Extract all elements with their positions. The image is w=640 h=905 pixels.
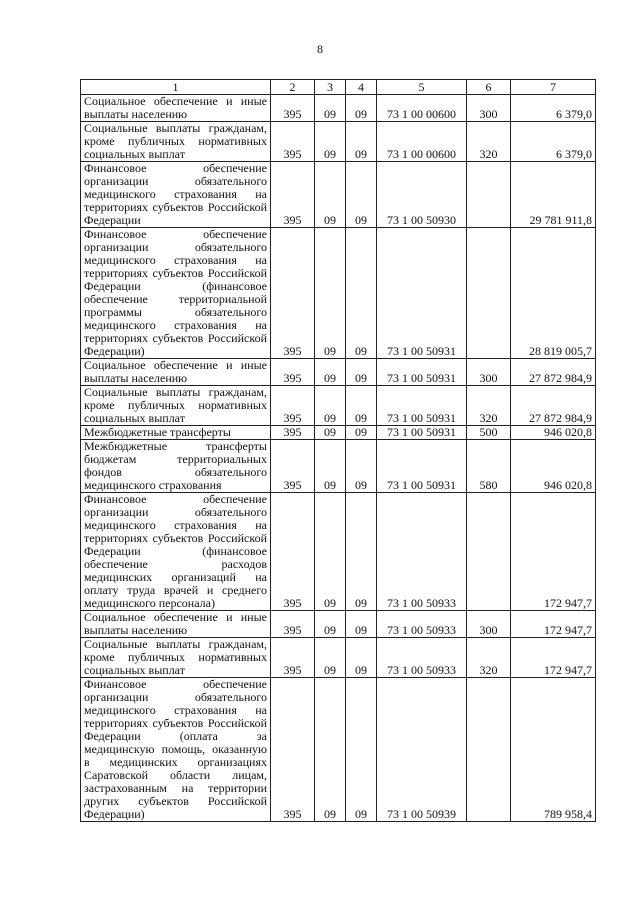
- row-target-article: 73 1 00 00600: [377, 95, 467, 122]
- budget-table: [80, 79, 596, 822]
- row-target-article: 73 1 00 50933: [377, 611, 467, 638]
- header-col-6: 6: [467, 80, 511, 95]
- row-expense-type: 320: [467, 122, 511, 162]
- row-target-article: 73 1 00 50931: [377, 359, 467, 386]
- table-row: [81, 228, 596, 359]
- page-number: 8: [317, 42, 323, 56]
- row-expense-type: 300: [467, 611, 511, 638]
- row-amount: 6 379,0: [511, 95, 596, 122]
- row-amount: 946 020,8: [511, 440, 596, 493]
- row-target-article: 73 1 00 50931: [377, 440, 467, 493]
- row-amount: 28 819 005,7: [511, 228, 596, 359]
- row-name: Социальные выплаты гражданам, кроме публичных нормативных социальных выплат: [81, 122, 271, 162]
- row-ministry-code: 395: [271, 638, 315, 678]
- row-subsection-code: 09: [346, 426, 377, 440]
- header-col-4: 4: [346, 80, 377, 95]
- table-row: [81, 493, 596, 611]
- row-target-article: 73 1 00 50933: [377, 493, 467, 611]
- row-target-article: 73 1 00 00600: [377, 122, 467, 162]
- table-row: [81, 440, 596, 493]
- row-target-article: 73 1 00 50931: [377, 426, 467, 440]
- row-ministry-code: 395: [271, 122, 315, 162]
- row-subsection-code: 09: [346, 440, 377, 493]
- row-expense-type: 320: [467, 386, 511, 426]
- row-target-article: 73 1 00 50931: [377, 386, 467, 426]
- header-col-7: 7: [511, 80, 596, 95]
- table-row: [81, 359, 596, 386]
- header-col-5: 5: [377, 80, 467, 95]
- row-section-code: 09: [315, 493, 346, 611]
- row-name: Межбюджетные трансферты бюджетам территориальных фондов обязательного медицинского страхования: [81, 440, 271, 493]
- row-subsection-code: 09: [346, 386, 377, 426]
- row-section-code: 09: [315, 228, 346, 359]
- header-col-3: 3: [315, 80, 346, 95]
- row-expense-type: 300: [467, 359, 511, 386]
- row-target-article: 73 1 00 50931: [377, 228, 467, 359]
- row-ministry-code: 395: [271, 440, 315, 493]
- row-subsection-code: 09: [346, 162, 377, 228]
- row-expense-type: 320: [467, 638, 511, 678]
- header-col-2: 2: [271, 80, 315, 95]
- header-row: [81, 80, 596, 95]
- row-ministry-code: 395: [271, 426, 315, 440]
- row-expense-type: 500: [467, 426, 511, 440]
- table-row: [81, 638, 596, 678]
- row-amount: 946 020,8: [511, 426, 596, 440]
- row-subsection-code: 09: [346, 493, 377, 611]
- row-section-code: 09: [315, 638, 346, 678]
- row-ministry-code: 395: [271, 162, 315, 228]
- row-expense-type: [467, 228, 511, 359]
- table-row: [81, 162, 596, 228]
- row-amount: 172 947,7: [511, 611, 596, 638]
- table-row: [81, 611, 596, 638]
- row-name: Социальные выплаты гражданам, кроме публичных нормативных социальных выплат: [81, 386, 271, 426]
- row-ministry-code: 395: [271, 678, 315, 822]
- header-col-1: 1: [81, 80, 271, 95]
- row-expense-type: [467, 162, 511, 228]
- row-ministry-code: 395: [271, 386, 315, 426]
- row-ministry-code: 395: [271, 95, 315, 122]
- row-expense-type: [467, 678, 511, 822]
- table-row: [81, 426, 596, 440]
- row-name: Финансовое обеспечение организации обязательного медицинского страхования на территориях субъектов Российской Федерации (финансовое обеспечение расходов медицинских организаций на оплату труда врачей и среднего медицинского персонала): [81, 493, 271, 611]
- row-section-code: 09: [315, 95, 346, 122]
- table-row: [81, 122, 596, 162]
- table-row: [81, 386, 596, 426]
- table-row: [81, 678, 596, 822]
- row-expense-type: 300: [467, 95, 511, 122]
- row-name: Межбюджетные трансферты: [81, 426, 271, 440]
- row-section-code: 09: [315, 386, 346, 426]
- row-subsection-code: 09: [346, 228, 377, 359]
- row-amount: 6 379,0: [511, 122, 596, 162]
- row-ministry-code: 395: [271, 359, 315, 386]
- row-subsection-code: 09: [346, 359, 377, 386]
- row-amount: 789 958,4: [511, 678, 596, 822]
- row-name: Финансовое обеспечение организации обязательного медицинского страхования на территориях субъектов Российской Федерации (финансовое обеспечение территориальной программы обязательного медицинского страхования на территориях субъектов Российской Федерации): [81, 228, 271, 359]
- row-section-code: 09: [315, 162, 346, 228]
- row-name: Социальное обеспечение и иные выплаты населению: [81, 95, 271, 122]
- row-target-article: 73 1 00 50933: [377, 638, 467, 678]
- row-ministry-code: 395: [271, 611, 315, 638]
- row-ministry-code: 395: [271, 228, 315, 359]
- row-name: Финансовое обеспечение организации обязательного медицинского страхования на территориях субъектов Российской Федерации (оплата за медицинскую помощь, оказанную в медицинских организациях Саратовской области лицам, застрахованным на территории других субъектов Российской Федерации): [81, 678, 271, 822]
- row-target-article: 73 1 00 50930: [377, 162, 467, 228]
- row-section-code: 09: [315, 122, 346, 162]
- row-name: Социальные выплаты гражданам, кроме публичных нормативных социальных выплат: [81, 638, 271, 678]
- row-subsection-code: 09: [346, 678, 377, 822]
- row-amount: 172 947,7: [511, 638, 596, 678]
- row-section-code: 09: [315, 678, 346, 822]
- row-section-code: 09: [315, 440, 346, 493]
- row-amount: 27 872 984,9: [511, 359, 596, 386]
- row-subsection-code: 09: [346, 122, 377, 162]
- row-amount: 172 947,7: [511, 493, 596, 611]
- row-amount: 27 872 984,9: [511, 386, 596, 426]
- row-section-code: 09: [315, 426, 346, 440]
- row-section-code: 09: [315, 359, 346, 386]
- row-expense-type: [467, 493, 511, 611]
- row-name: Финансовое обеспечение организации обязательного медицинского страхования на территориях субъектов Российской Федерации: [81, 162, 271, 228]
- row-expense-type: 580: [467, 440, 511, 493]
- row-target-article: 73 1 00 50939: [377, 678, 467, 822]
- row-section-code: 09: [315, 611, 346, 638]
- row-subsection-code: 09: [346, 95, 377, 122]
- row-subsection-code: 09: [346, 611, 377, 638]
- table-row: [81, 95, 596, 122]
- row-name: Социальное обеспечение и иные выплаты населению: [81, 359, 271, 386]
- row-subsection-code: 09: [346, 638, 377, 678]
- row-name: Социальное обеспечение и иные выплаты населению: [81, 611, 271, 638]
- row-ministry-code: 395: [271, 493, 315, 611]
- row-amount: 29 781 911,8: [511, 162, 596, 228]
